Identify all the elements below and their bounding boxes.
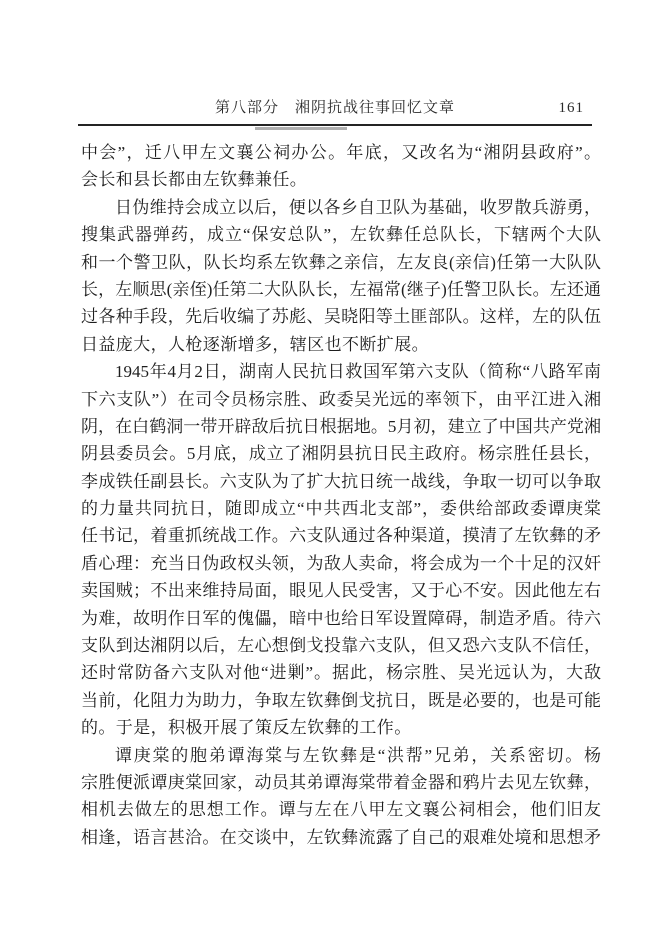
text-line: 会长和县长都由左钦彝兼任。 [81,170,308,190]
text-line: 为难，故明作日军的傀儡，暗中也给日军设置障碍，制造矛盾。待六 [81,608,601,628]
text-line: 1945年4月2日，湖南人民抗日救国军第六支队（简称“八路军南 [115,362,601,382]
text-line: 支队到达湘阴以后，左心想倒戈投靠六支队，但又恐六支队不信任， [81,636,601,656]
text-line: 还时常防备六支队对他“进剿”。据此，杨宗胜、吴光远认为，大敌 [81,663,601,683]
text-line: 阴县委员会。5月底，成立了湘阴县抗日民主政府。杨宗胜任县长， [81,444,601,464]
text-line: 相机去做左的思想工作。谭与左在八甲左文襄公祠相会，他们旧友 [81,800,601,820]
header-rule-shadow [255,127,347,130]
text-line: 的。于是，积极开展了策反左钦彝的工作。 [81,718,412,738]
body-text [81,139,601,851]
text-line: 李成铁任副县长。六支队为了扩大抗日统一战线，争取一切可以争取 [81,471,601,491]
text-line: 下六支队”）在司令员杨宗胜、政委吴光远的率领下，由平江进入湘 [81,389,601,409]
running-header [78,98,592,120]
text-line: 谭庚棠的胞弟谭海棠与左钦彝是“洪帮”兄弟，关系密切。杨 [115,745,601,765]
text-line: 的力量共同抗日，随即成立“中共西北支部”，委供给部政委谭庚棠 [81,499,601,519]
text-line: 和一个警卫队，队长均系左钦彝之亲信，左友良(亲信)任第一大队队 [81,252,601,272]
text-line: 任书记，着重抓统战工作。六支队通过各种渠道，摸清了左钦彝的矛 [81,526,601,546]
text-line: 过各种手段，先后收编了苏彪、吴晓阳等土匪部队。这样，左的队伍 [81,307,601,327]
text-line: 当前，化阻力为助力，争取左钦彝倒戈抗日，既是必要的，也是可能 [81,690,601,710]
header-rule [78,124,592,126]
text-line: 卖国贼；不出来维持局面，眼见人民受害，又于心不安。因此他左右 [81,581,601,601]
text-line: 相逢，语言甚洽。在交谈中，左钦彝流露了自己的艰难处境和思想矛 [81,827,601,847]
header-heading: 第八部分 湘阴抗战往事回忆文章 [214,100,455,116]
page-number: 161 [558,100,584,116]
text-line: 搜集武器弹药，成立“保安总队”，左钦彝任总队长，下辖两个大队 [81,225,601,245]
text-line: 长，左顺思(亲侄)任第二大队队长，左福常(继子)任警卫队长。左还通 [81,279,601,299]
text-line: 中会”，迁八甲左文襄公祠办公。年底，又改名为“湘阴县政府”。 [81,143,601,162]
text-line: 日益庞大，人枪逐渐增多，辖区也不断扩展。 [81,334,429,354]
text-line: 阴，在白鹤洞一带开辟敌后抗日根据地。5月初，建立了中国共产党湘 [81,416,601,436]
text-line: 盾心理：充当日伪政权头领，为敌人卖命，将会成为一个十足的汉奸 [81,553,601,573]
text-line: 日伪维持会成立以后，便以各乡自卫队为基础，收罗散兵游勇， [115,197,601,217]
text-line: 宗胜便派谭庚棠回家，动员其弟谭海棠带着金器和鸦片去见左钦彝， [81,772,601,792]
